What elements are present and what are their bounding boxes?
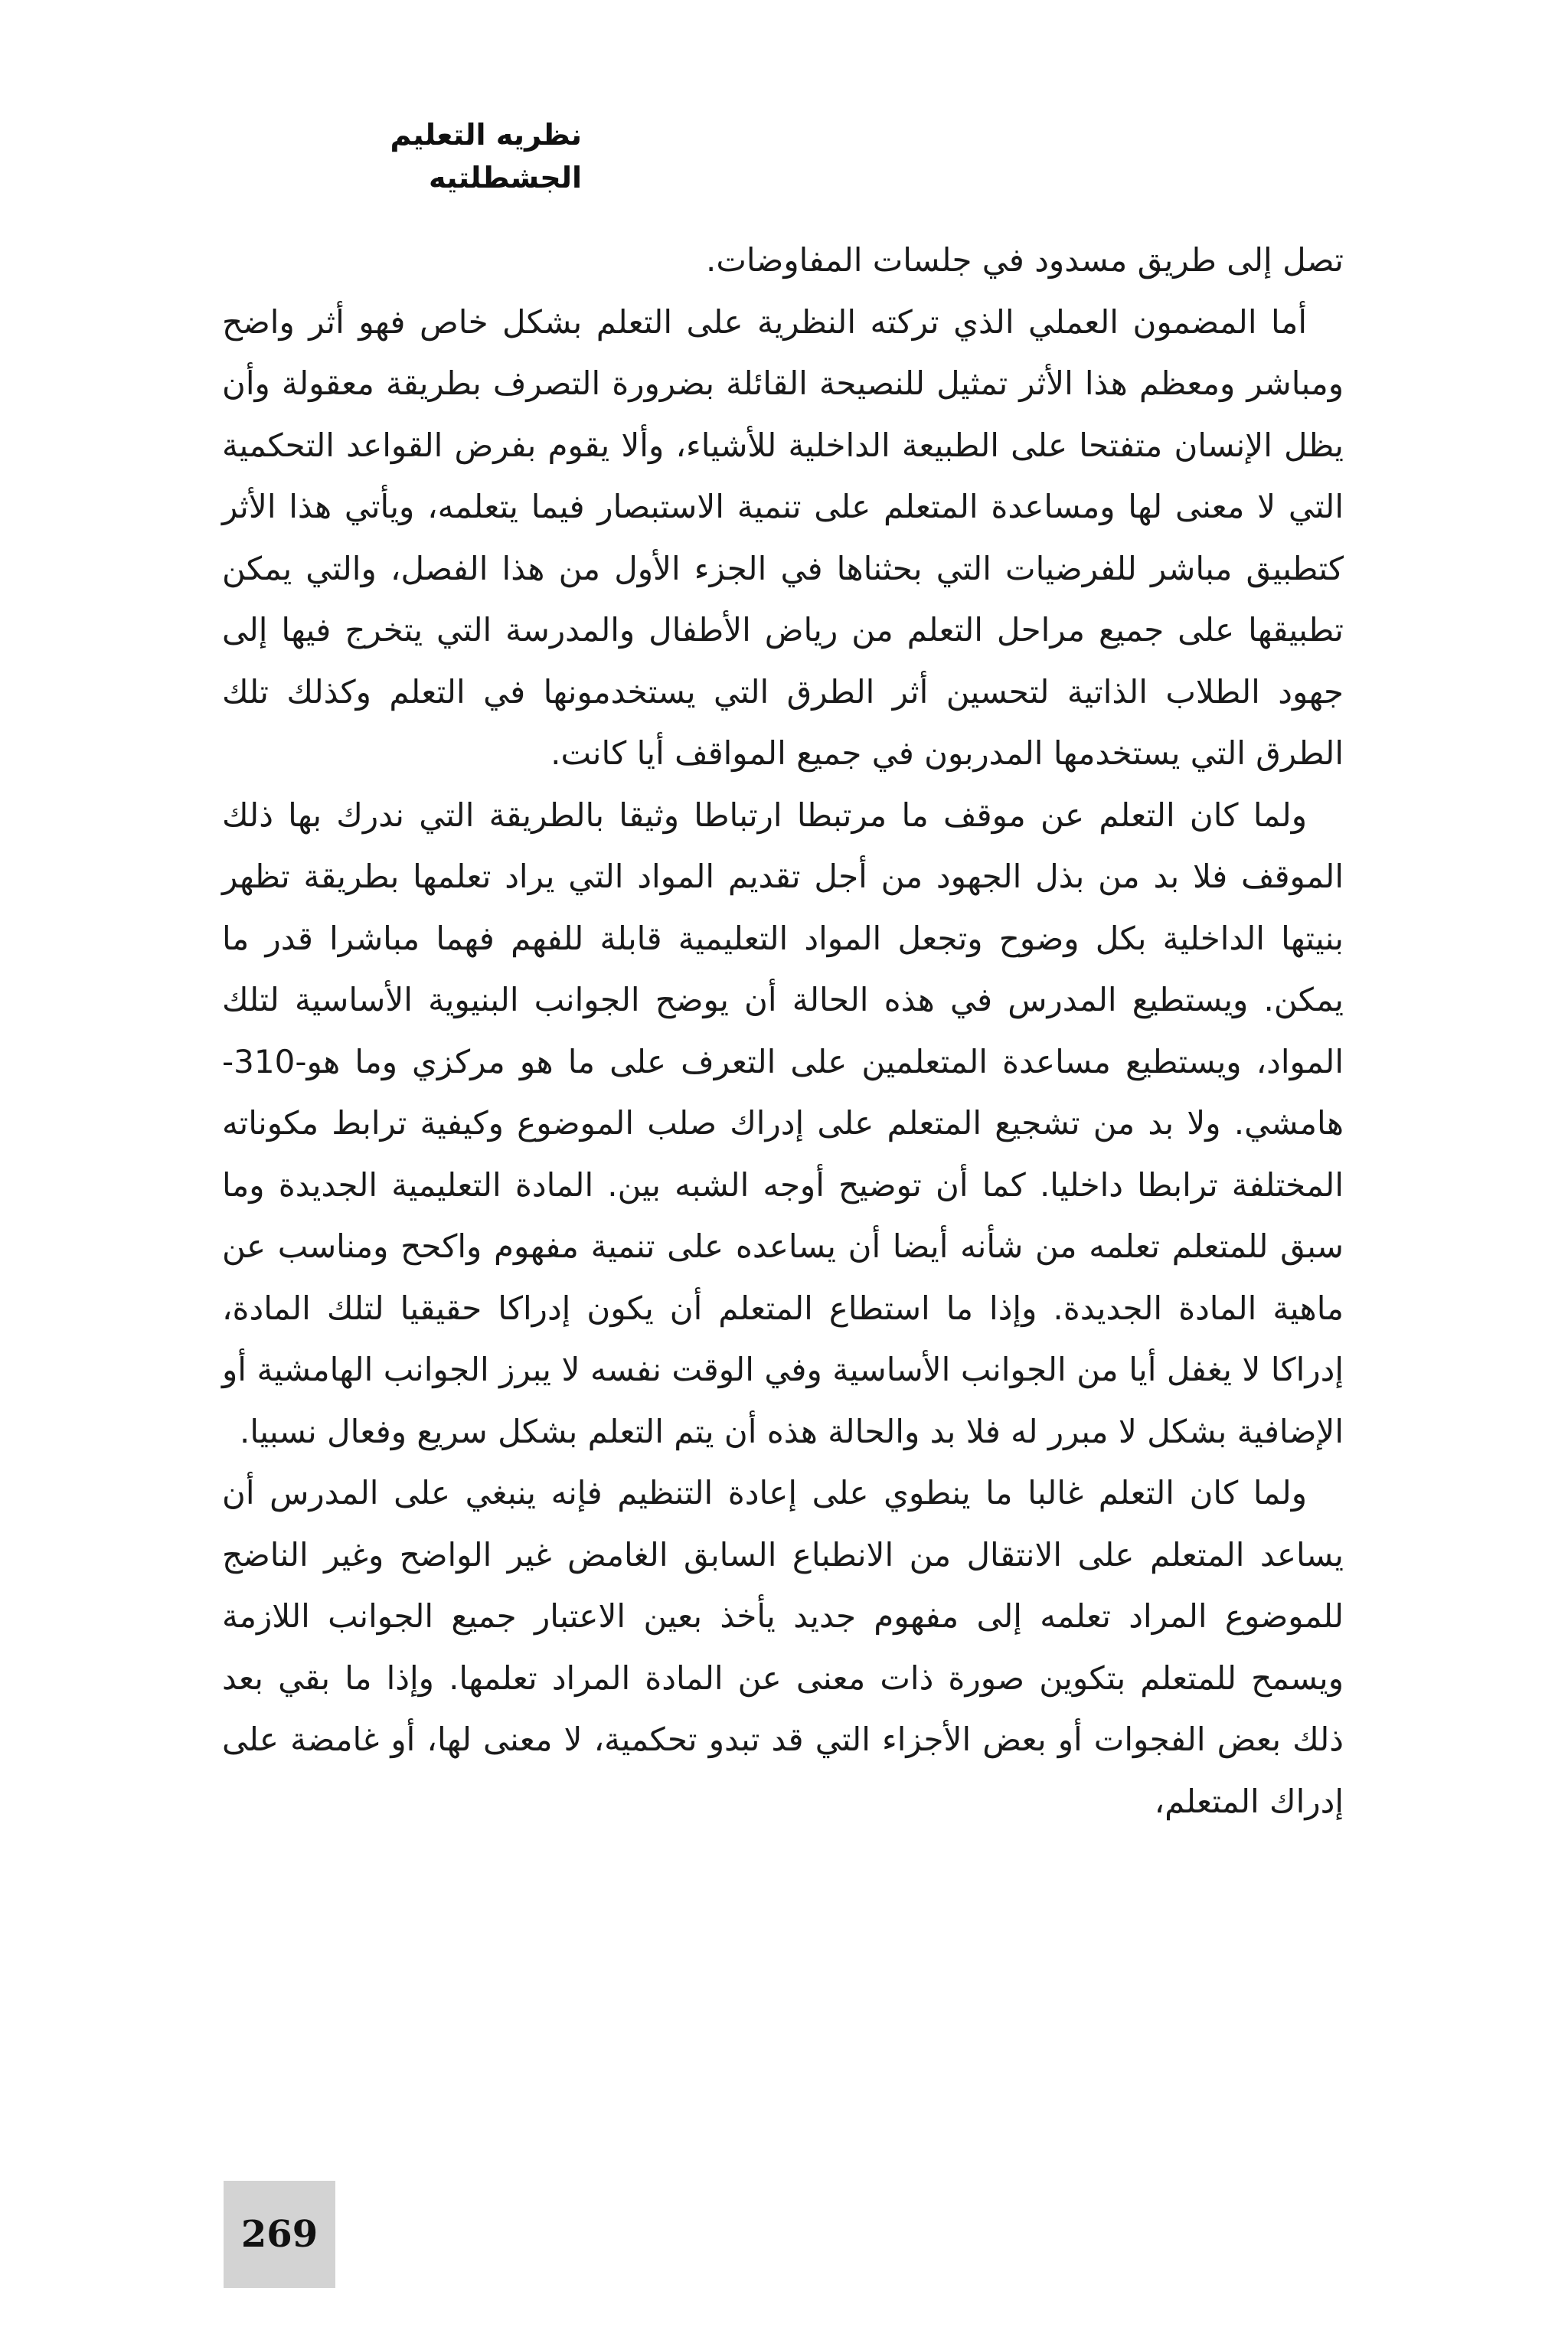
paragraph-3: ولما كان التعلم عن موقف ما مرتبطا ارتباطا وثيقا بالطريقة التي ندرك بها ذلك الموقف فلا بد من بذل الجهود من أجل تقديم المواد التي يراد تعلمها بطريقة تظهر بنيتها الداخلية بكل وضوح وتجعل المواد التعليمية قابلة للفهم فهما مباشرا قدر ما يمكن. ويستطيع المدرس في هذه الحالة أن يوضح الجوانب البنيوية الأساسية لتلك المواد، ويستطيع مساعدة المتعلمين على التعرف على ما هو مركزي وما هو-310- هامشي. ولا بد من تشجيع المتعلم على إدراك صلب الموضوع وكيفية ترابط مكوناته المختلفة ترابطا داخليا. كما أن توضيح أوجه الشبه بين. المادة التعليمية الجديدة وما سبق للمتعلم تعلمه من شأنه أيضا أن يساعده على تنمية مفهوم واكحح ومناسب عن ماهية المادة الجديدة. وإذا ما استطاع المتعلم أن يكون إدراكا حقيقيا لتلك المادة، إدراكا لا يغفل أيا من الجوانب الأساسية وفي الوقت نفسه لا يبرز الجوانب الهامشية أو الإضافية بشكل لا مبرر له فلا بد والحالة هذه أن يتم التعلم بشكل سريع وفعال نسبيا. [222,796,1344,1450]
paragraph-1: تصل إلى طريق مسدود في جلسات المفاوضات. [706,241,1344,279]
paragraph-4: ولما كان التعلم غالبا ما ينطوي على إعادة التنظيم فإنه ينبغي على المدرس أن يساعد المتعلم على الانتقال من الانطباع السابق الغامض غير الواضح وغير الناضج للموضوع المراد تعلمه إلى مفهوم جديد يأخذ بعين الاعتبار جميع الجوانب اللازمة ويسمح للمتعلم بتكوين صورة ذات معنى عن المادة المراد تعلمها. وإذا ما بقي بعد ذلك بعض الفجوات أو بعض الأجزاء التي قد تبدو تحكمية، لا معنى لها، أو غامضة على إدراك المتعلم، [222,1474,1344,1820]
page-number: 269 [240,2213,318,2256]
running-header: نظريه التعليم الجشطلتيه [390,118,582,194]
paragraph-2: أما المضمون العملي الذي تركته النظرية على التعلم بشكل خاص فهو أثر واضح ومباشر ومعظم هذا الأثر تمثيل للنصيحة القائلة بضرورة التصرف بطريقة معقولة وأن يظل الإنسان متفتحا على الطبيعة الداخلية للأشياء، وألا يقوم بفرض القواعد التحكمية التي لا معنى لها ومساعدة المتعلم على تنمية الاستبصار فيما يتعلمه، ويأتي هذا الأثر كتطبيق مباشر للفرضيات التي بحثناها في الجزء الأول من هذا الفصل، والتي يمكن تطبيقها على جميع مراحل التعلم من رياض الأطفال والمدرسة التي يتخرج فيها إلى جهود الطلاب الذاتية لتحسين أثر الطرق التي يستخدمونها في التعلم وكذلك تلك الطرق التي يستخدمها المدربون في جميع المواقف أيا كانت. [222,302,1344,772]
page-number-box [224,2181,335,2288]
body-text [222,230,1344,1832]
